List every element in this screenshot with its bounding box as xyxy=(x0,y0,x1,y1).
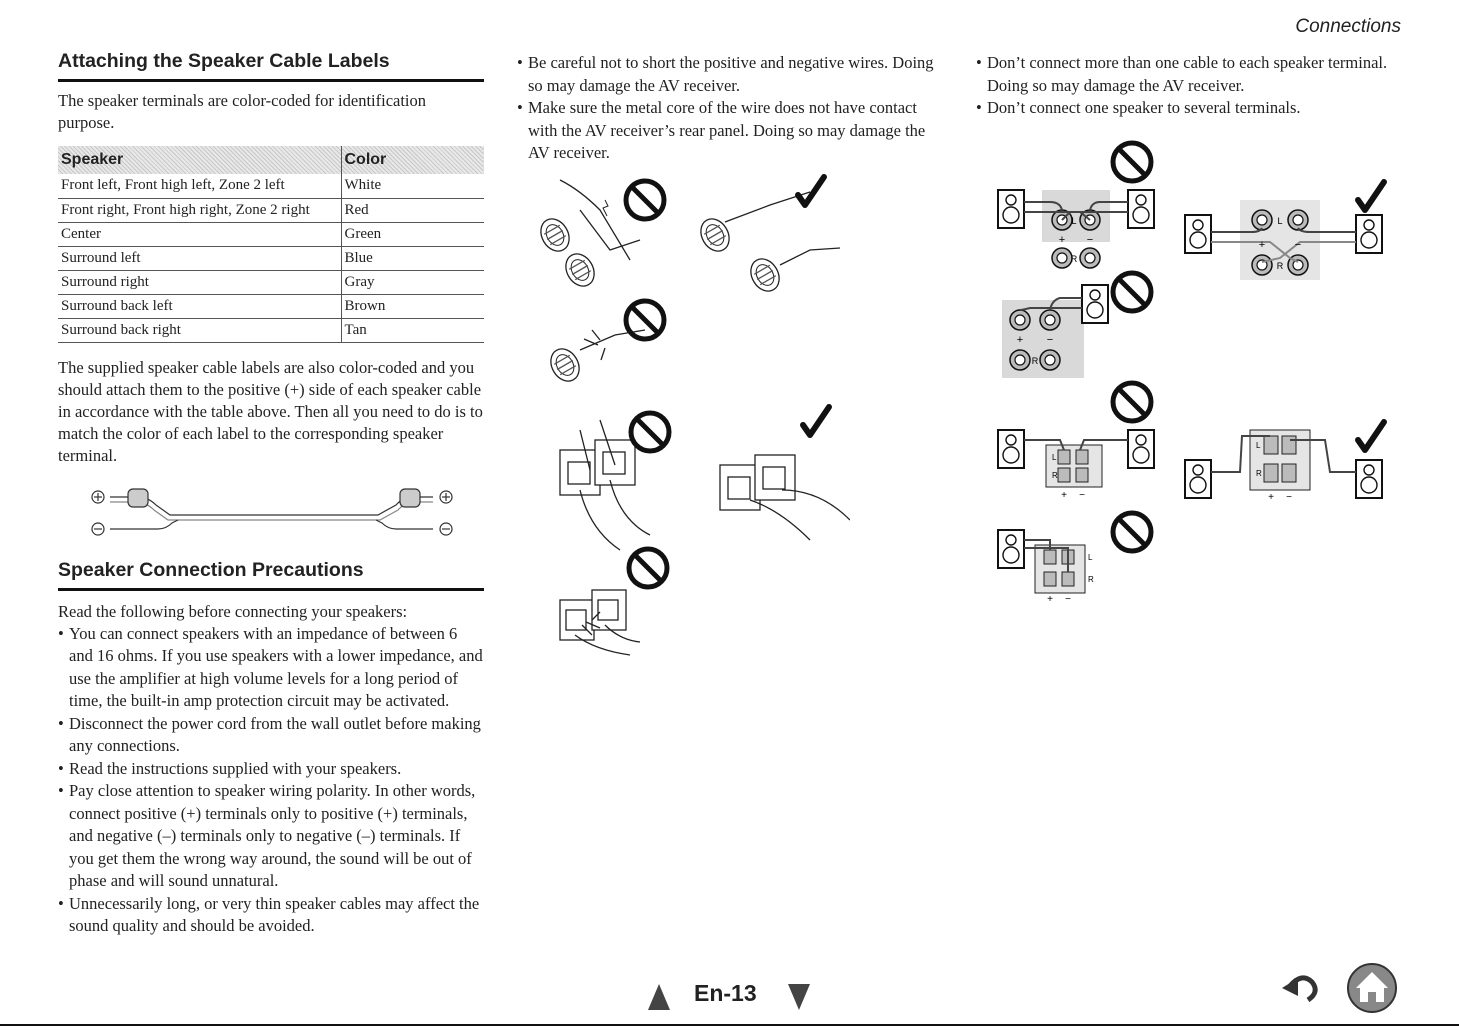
list-item: • Don’t connect one speaker to several terminals. xyxy=(976,97,1396,120)
prohibited-icon xyxy=(629,549,667,587)
list-item: • You can connect speakers with an impedance of between 6 and 16 ohms. If you use speakers with a lower impedance, and use the amplifier at high volume levels for a long period of time, the built-in amp protection circuit may be activated. xyxy=(58,623,484,713)
prohibited-icon xyxy=(626,301,664,339)
check-mark-icon xyxy=(798,177,824,205)
heading-precautions: Speaker Connection Precautions xyxy=(58,559,484,591)
intro-text: The speaker terminals are color-coded for identification purpose. xyxy=(58,91,427,132)
stray-strand-illustration xyxy=(545,330,645,386)
precautions-list xyxy=(58,623,484,938)
section-label: Connections xyxy=(1295,16,1401,37)
column-left xyxy=(58,50,484,938)
speaker-color-table xyxy=(58,146,484,343)
left-label: L xyxy=(1256,441,1261,450)
prohibited-icon xyxy=(626,181,664,219)
table-row xyxy=(58,318,484,342)
minus-label: − xyxy=(1079,490,1085,501)
home-icon[interactable] xyxy=(1342,962,1404,1014)
speaker-cell: Surround back left xyxy=(58,294,341,318)
next-page-arrow-icon[interactable] xyxy=(788,984,810,1010)
speaker-terminal-diagrams xyxy=(980,140,1400,610)
spring-double-diagram xyxy=(998,430,1154,501)
back-arrow-icon[interactable] xyxy=(1282,970,1322,1006)
left-label: L xyxy=(1277,216,1283,226)
plus-label: + xyxy=(1047,594,1053,605)
previous-page-arrow-icon[interactable] xyxy=(648,984,670,1010)
correct-post-illustration xyxy=(695,192,840,296)
table-header-color: Color xyxy=(341,146,484,174)
minus-label: − xyxy=(1286,492,1292,503)
spring-correct-diagram xyxy=(1185,430,1382,503)
plus-label: + xyxy=(1058,234,1066,246)
list-item: • Be careful not to short the positive and negative wires. Doing so may damage the AV receiver. xyxy=(517,52,942,97)
list-item: • Read the instructions supplied with your speakers. xyxy=(58,758,484,781)
right-label: R xyxy=(1052,471,1058,480)
list-item: • Unnecessarily long, or very thin speaker cables may affect the sound quality and should be avoided. xyxy=(58,893,484,938)
prohibited-icon xyxy=(1113,513,1151,551)
speaker-cell: Surround right xyxy=(58,270,341,294)
minus-label: − xyxy=(1065,594,1071,605)
page-number: En-13 xyxy=(694,980,757,1006)
minus-label: − xyxy=(1294,239,1302,251)
speaker-cell: Front left, Front high left, Zone 2 left xyxy=(58,174,341,198)
spring-terminal-strands xyxy=(560,590,640,655)
list-item: • Pay close attention to speaker wiring polarity. In other words, connect positive (+) terminals only to positive (+) terminals, and negative (–) terminals only to negative (–) terminals. If you get them the wrong way around, the sound will be out of phase and will sound unnatural. xyxy=(58,780,484,893)
speaker-cell: Front right, Front high right, Zone 2 right xyxy=(58,198,341,222)
color-cell: Green xyxy=(341,222,484,246)
multi-terminal-diagram xyxy=(1002,285,1108,378)
check-mark-icon xyxy=(1358,422,1384,450)
table-row xyxy=(58,198,484,222)
speaker-cell: Surround back right xyxy=(58,318,341,342)
heading-cable-labels: Attaching the Speaker Cable Labels xyxy=(58,50,484,82)
page-navigation xyxy=(648,980,818,1012)
prohibited-icon xyxy=(631,413,669,451)
spring-terminal-wrong xyxy=(560,420,650,550)
prohibited-icon xyxy=(1113,383,1151,421)
right-label: R xyxy=(1031,356,1039,366)
column-middle xyxy=(517,52,942,165)
table-row xyxy=(58,294,484,318)
table-row xyxy=(58,246,484,270)
right-label: R xyxy=(1256,469,1262,478)
left-label: L xyxy=(1071,216,1077,226)
footer-rule xyxy=(0,1024,1459,1026)
short-warning-list xyxy=(517,52,942,165)
table-header-row xyxy=(58,146,484,174)
table-header-speaker: Speaker xyxy=(58,146,341,174)
right-label: R xyxy=(1070,254,1078,264)
table-row xyxy=(58,174,484,198)
spring-multi-diagram xyxy=(998,530,1094,605)
wiring-illustrations xyxy=(520,170,850,690)
double-cable-diagram xyxy=(998,190,1154,268)
speaker-cell: Center xyxy=(58,222,341,246)
left-label: L xyxy=(1088,553,1093,562)
precautions-intro: Read the following before connecting your speakers: xyxy=(58,601,408,621)
color-cell: Blue xyxy=(341,246,484,270)
plus-label: + xyxy=(1258,239,1266,251)
correct-connection-diagram xyxy=(1185,200,1382,280)
terminal-warning-list xyxy=(976,52,1396,120)
list-item: • Don’t connect more than one cable to each speaker terminal. Doing so may damage the AV receiver. xyxy=(976,52,1396,97)
check-mark-icon xyxy=(803,407,829,435)
left-label: L xyxy=(1052,453,1057,462)
color-cell: Tan xyxy=(341,318,484,342)
check-mark-icon xyxy=(1358,182,1384,210)
color-cell: Red xyxy=(341,198,484,222)
prohibited-icon xyxy=(1113,273,1151,311)
list-item: • Make sure the metal core of the wire does not have contact with the AV receiver’s rear panel. Doing so may damage the AV receiver. xyxy=(517,97,942,165)
list-item: • Disconnect the power cord from the wall outlet before making any connections. xyxy=(58,713,484,758)
column-right xyxy=(976,52,1396,120)
right-label: R xyxy=(1276,261,1284,271)
prohibited-icon xyxy=(1113,143,1151,181)
table-row xyxy=(58,222,484,246)
labels-text: The supplied speaker cable labels are also color-coded and you should attach them to the positive (+) side of each speaker cable in accordance with the table above. Then all you need to do is to match the color of each label to the corresponding speaker terminal. xyxy=(58,357,483,465)
minus-label: − xyxy=(1046,334,1054,346)
color-cell: Brown xyxy=(341,294,484,318)
spring-terminal-correct xyxy=(720,455,850,540)
plus-label: + xyxy=(1268,492,1274,503)
plus-label: + xyxy=(1016,334,1024,346)
table-row xyxy=(58,270,484,294)
right-label: R xyxy=(1088,575,1094,584)
speaker-cell: Surround left xyxy=(58,246,341,270)
minus-label: − xyxy=(1086,234,1094,246)
cable-label-illustration xyxy=(58,475,484,545)
color-cell: Gray xyxy=(341,270,484,294)
plus-label: + xyxy=(1061,490,1067,501)
color-cell: White xyxy=(341,174,484,198)
